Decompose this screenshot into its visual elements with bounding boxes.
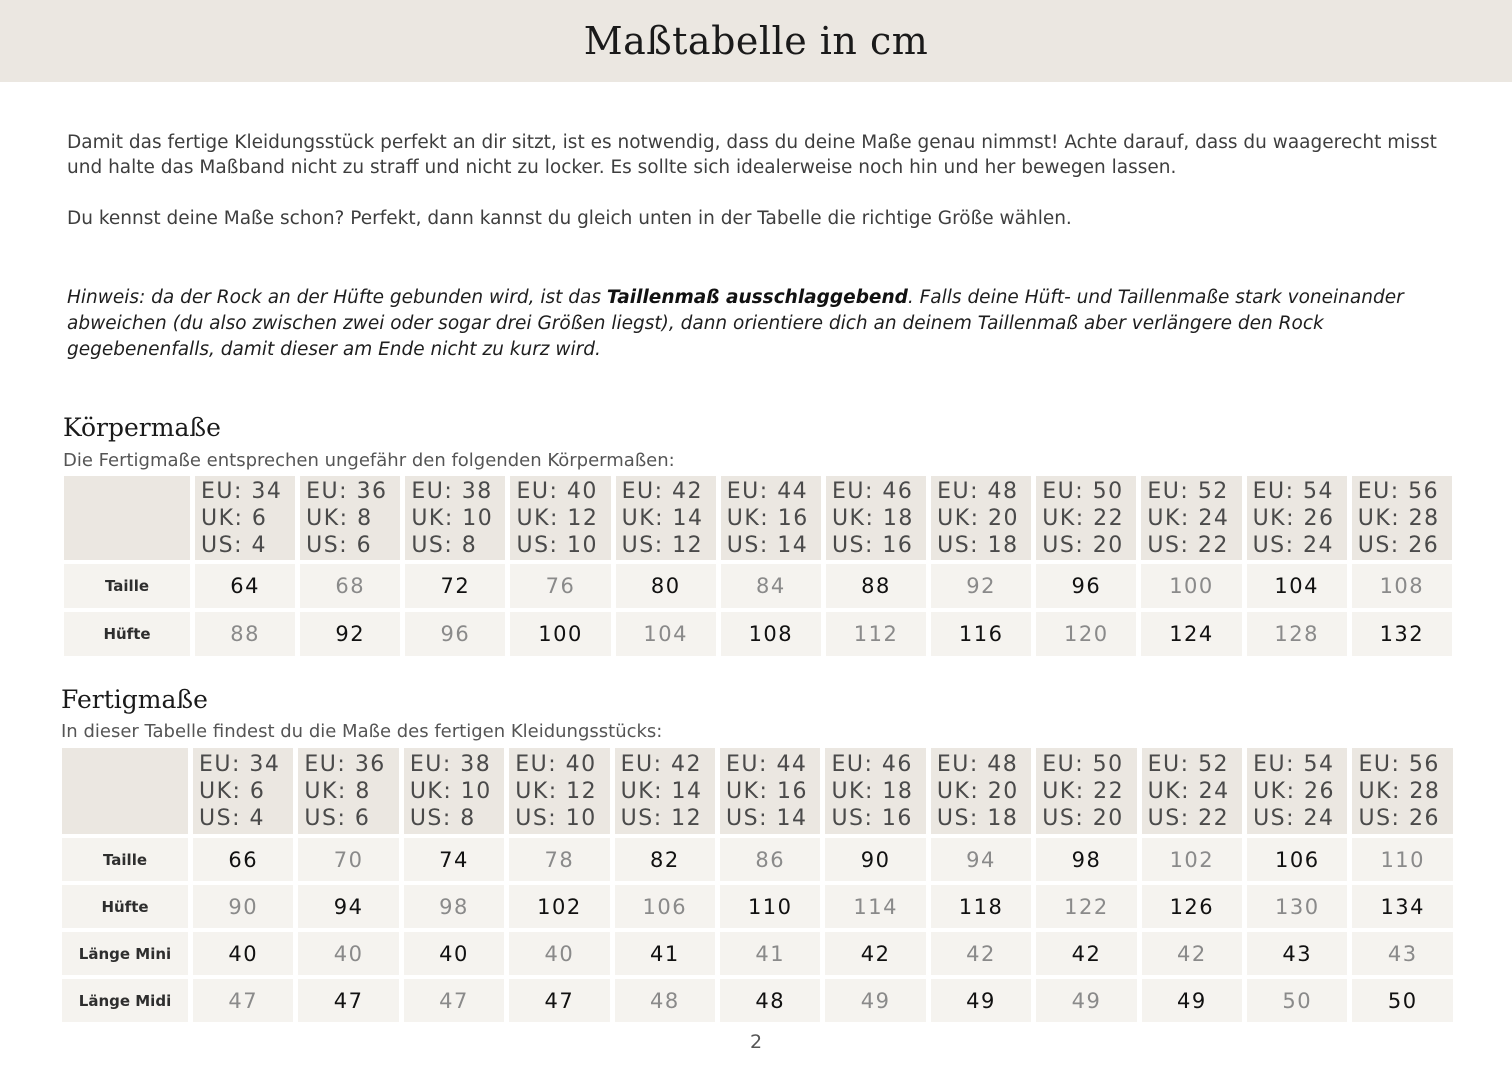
measurement-value: 126 <box>1142 885 1242 928</box>
body-measurements-subtitle: Die Fertigmaße entsprechen ungefähr den folgenden Körpermaßen: <box>63 450 675 471</box>
finished-measurements-title: Fertigmaße <box>61 685 208 714</box>
size-uk-label: UK: 22 <box>1042 778 1125 804</box>
size-eu-label: EU: 40 <box>516 478 598 504</box>
measurement-value: 48 <box>615 979 715 1022</box>
page-number: 2 <box>749 1031 763 1053</box>
size-header-cell <box>298 748 398 834</box>
measurement-value: 42 <box>1036 932 1136 975</box>
page-header <box>0 0 1512 82</box>
table-row <box>64 612 1452 656</box>
finished-measurements-table <box>57 744 1458 1026</box>
measurement-value: 90 <box>193 885 293 928</box>
size-eu-label: EU: 34 <box>199 751 281 777</box>
measurement-value: 132 <box>1352 612 1452 656</box>
size-header-cell <box>1247 748 1347 834</box>
measurement-value: 106 <box>1247 838 1347 881</box>
size-header-cell <box>825 748 925 834</box>
size-us-label: US: 20 <box>1042 805 1124 831</box>
measurement-value: 76 <box>510 564 610 608</box>
measurement-value: 41 <box>720 932 820 975</box>
size-eu-label: EU: 40 <box>515 751 597 777</box>
size-us-label: US: 18 <box>937 532 1019 558</box>
measurement-value: 98 <box>404 885 504 928</box>
measurement-value: 116 <box>931 612 1031 656</box>
size-uk-label: UK: 14 <box>620 778 703 804</box>
measurement-value: 42 <box>1142 932 1242 975</box>
size-eu-label: EU: 48 <box>937 478 1019 504</box>
measurement-value: 112 <box>826 612 926 656</box>
measurement-value: 74 <box>404 838 504 881</box>
measurement-value: 120 <box>1036 612 1136 656</box>
size-us-label: US: 16 <box>831 532 914 558</box>
size-header-cell <box>193 748 293 834</box>
measurement-value: 130 <box>1247 885 1347 928</box>
size-us-label: US: 22 <box>1147 805 1230 831</box>
measurement-value: 108 <box>1352 564 1452 608</box>
measurement-value: 40 <box>193 932 293 975</box>
size-eu-label: EU: 46 <box>831 478 914 504</box>
size-us-label: US: 10 <box>516 532 598 558</box>
size-uk-label: UK: 8 <box>306 505 373 531</box>
size-uk-label: UK: 6 <box>199 778 266 804</box>
size-header-cell <box>1352 476 1452 560</box>
size-header-cell <box>1036 476 1136 560</box>
row-label: Länge Midi <box>62 979 188 1022</box>
size-us-label: US: 6 <box>306 532 373 558</box>
corner-cell <box>64 476 190 560</box>
measurement-value: 102 <box>509 885 609 928</box>
size-eu-label: EU: 42 <box>620 751 703 777</box>
measurement-value: 49 <box>825 979 925 1022</box>
measurement-value: 122 <box>1036 885 1136 928</box>
table-row <box>64 564 1452 608</box>
measurement-value: 49 <box>1036 979 1136 1022</box>
measurement-value: 90 <box>825 838 925 881</box>
measurement-value: 94 <box>298 885 398 928</box>
table-row <box>62 838 1453 881</box>
size-header-cell <box>931 748 1031 834</box>
measurement-value: 80 <box>616 564 716 608</box>
measurement-value: 86 <box>720 838 820 881</box>
size-eu-label: EU: 46 <box>831 751 913 777</box>
size-eu-label: EU: 52 <box>1147 751 1230 777</box>
measurement-value: 96 <box>1036 564 1136 608</box>
size-us-label: US: 20 <box>1042 532 1124 558</box>
row-label: Hüfte <box>62 885 188 928</box>
size-header-cell <box>721 476 821 560</box>
page-title: Maßtabelle in cm <box>583 19 929 63</box>
table-row <box>62 979 1453 1022</box>
measurement-value: 84 <box>721 564 821 608</box>
intro-paragraph-2: Du kennst deine Maße schon? Perfekt, dann kannst du gleich unten in der Tabelle die richtige Größe wählen. <box>67 208 1072 229</box>
measurement-value: 98 <box>1036 838 1136 881</box>
measurement-value: 42 <box>931 932 1031 975</box>
size-eu-label: EU: 36 <box>304 751 386 777</box>
measurement-value: 50 <box>1247 979 1347 1022</box>
size-uk-label: UK: 26 <box>1253 778 1335 804</box>
measurement-value: 49 <box>931 979 1031 1022</box>
size-uk-label: UK: 18 <box>831 505 914 531</box>
row-label: Taille <box>64 564 190 608</box>
row-label: Taille <box>62 838 188 881</box>
size-header-row <box>64 476 1452 560</box>
size-us-label: US: 24 <box>1253 805 1335 831</box>
size-us-label: US: 4 <box>201 532 267 558</box>
size-us-label: US: 8 <box>409 805 476 831</box>
size-us-label: US: 14 <box>726 532 809 558</box>
measurement-value: 41 <box>615 932 715 975</box>
size-uk-label: UK: 12 <box>516 505 599 531</box>
size-header-cell <box>615 748 715 834</box>
size-header-cell <box>300 476 400 560</box>
size-uk-label: UK: 24 <box>1147 778 1230 804</box>
size-eu-label: EU: 56 <box>1358 751 1440 777</box>
size-eu-label: EU: 50 <box>1042 478 1124 504</box>
measurement-value: 118 <box>931 885 1031 928</box>
measurement-value: 108 <box>721 612 821 656</box>
row-label: Hüfte <box>64 612 190 656</box>
size-eu-label: EU: 42 <box>621 478 704 504</box>
intro-paragraph-1: Damit das fertige Kleidungsstück perfekt an dir sitzt, ist es notwendig, dass du deine Maße genau nimmst! Achte darauf, dass du waagerecht misst und halte das Maßband nicht zu straff und nicht zu locker. Es sollte sich idealerweise noch hin und her bewegen lassen. <box>67 132 1437 178</box>
size-uk-label: UK: 20 <box>937 505 1020 531</box>
measurement-value: 82 <box>615 838 715 881</box>
size-eu-label: EU: 38 <box>409 751 492 777</box>
size-eu-label: EU: 54 <box>1253 751 1335 777</box>
size-eu-label: EU: 56 <box>1357 478 1440 504</box>
size-uk-label: UK: 8 <box>304 778 371 804</box>
measurement-value: 40 <box>298 932 398 975</box>
hint-text-end: . Falls deine Hüft- und Taillenmaße stark voneinander abweichen (du also zwischen zwei oder sogar drei Größen liegst), dann orientiere dich an deinem Taillenmaß aber verlängere den Rock gegebenenfalls, damit dieser am Ende nicht zu kurz wird. <box>67 287 1404 360</box>
size-us-label: US: 22 <box>1147 532 1229 558</box>
size-us-label: US: 12 <box>620 805 703 831</box>
size-eu-label: EU: 36 <box>306 478 388 504</box>
size-uk-label: UK: 6 <box>201 505 268 531</box>
size-uk-label: UK: 28 <box>1358 778 1441 804</box>
measurement-value: 104 <box>616 612 716 656</box>
measurement-value: 48 <box>720 979 820 1022</box>
measurement-value: 88 <box>826 564 926 608</box>
size-header-cell <box>1352 748 1453 834</box>
size-header-cell <box>616 476 716 560</box>
size-us-label: US: 12 <box>621 532 704 558</box>
measurement-value: 106 <box>615 885 715 928</box>
measurement-value: 92 <box>300 612 400 656</box>
size-header-cell <box>720 748 820 834</box>
measurement-value: 124 <box>1141 612 1241 656</box>
measurement-value: 49 <box>1142 979 1242 1022</box>
measurement-value: 134 <box>1352 885 1453 928</box>
size-eu-label: EU: 48 <box>936 751 1019 777</box>
size-us-label: US: 8 <box>411 532 478 558</box>
size-uk-label: UK: 14 <box>621 505 704 531</box>
size-header-cell <box>510 476 610 560</box>
size-header-cell <box>195 476 295 560</box>
size-uk-label: UK: 28 <box>1357 505 1440 531</box>
size-header-cell <box>1036 748 1136 834</box>
size-us-label: US: 26 <box>1358 805 1440 831</box>
measurement-value: 100 <box>1141 564 1241 608</box>
table-row <box>62 885 1453 928</box>
intro-text <box>67 130 1462 231</box>
size-header-row <box>62 748 1453 834</box>
size-header-cell <box>1247 476 1347 560</box>
size-us-label: US: 4 <box>199 805 265 831</box>
size-us-label: US: 26 <box>1357 532 1440 558</box>
measurement-value: 42 <box>825 932 925 975</box>
measurement-value: 92 <box>931 564 1031 608</box>
measurement-value: 110 <box>720 885 820 928</box>
measurement-value: 40 <box>509 932 609 975</box>
size-header-cell <box>509 748 609 834</box>
size-uk-label: UK: 20 <box>936 778 1019 804</box>
size-uk-label: UK: 16 <box>726 505 809 531</box>
hint-bold-text: Taillenmaß ausschlaggebend <box>606 287 908 308</box>
measurement-value: 40 <box>404 932 504 975</box>
measurement-value: 47 <box>509 979 609 1022</box>
measurement-value: 128 <box>1247 612 1347 656</box>
row-label: Länge Mini <box>62 932 188 975</box>
measurement-value: 102 <box>1142 838 1242 881</box>
measurement-value: 47 <box>298 979 398 1022</box>
size-uk-label: UK: 22 <box>1042 505 1125 531</box>
size-us-label: US: 16 <box>831 805 913 831</box>
size-eu-label: EU: 38 <box>411 478 493 504</box>
size-uk-label: UK: 24 <box>1147 505 1230 531</box>
size-header-cell <box>404 748 504 834</box>
size-us-label: US: 14 <box>726 805 808 831</box>
size-uk-label: UK: 26 <box>1252 505 1335 531</box>
body-measurements-title: Körpermaße <box>63 413 221 442</box>
measurement-value: 43 <box>1247 932 1347 975</box>
measurement-value: 47 <box>193 979 293 1022</box>
size-eu-label: EU: 50 <box>1042 751 1124 777</box>
measurement-value: 96 <box>405 612 505 656</box>
hint-text-start: Hinweis: da der Rock an der Hüfte gebunden wird, ist das <box>67 287 607 308</box>
measurement-value: 88 <box>195 612 295 656</box>
measurement-value: 66 <box>193 838 293 881</box>
corner-cell <box>62 748 188 834</box>
measurement-value: 110 <box>1352 838 1453 881</box>
measurement-value: 68 <box>300 564 400 608</box>
measurement-value: 64 <box>195 564 295 608</box>
table-row <box>62 932 1453 975</box>
measurement-value: 70 <box>298 838 398 881</box>
size-uk-label: UK: 10 <box>409 778 492 804</box>
size-us-label: US: 18 <box>936 805 1019 831</box>
size-header-cell <box>1141 476 1241 560</box>
size-us-label: US: 24 <box>1252 532 1335 558</box>
measurement-value: 72 <box>405 564 505 608</box>
size-uk-label: UK: 12 <box>515 778 598 804</box>
measurement-value: 104 <box>1247 564 1347 608</box>
measurement-value: 50 <box>1352 979 1453 1022</box>
measurement-value: 94 <box>931 838 1031 881</box>
size-us-label: US: 6 <box>304 805 371 831</box>
size-eu-label: EU: 44 <box>726 478 809 504</box>
size-uk-label: UK: 10 <box>411 505 494 531</box>
measurement-value: 47 <box>404 979 504 1022</box>
finished-measurements-subtitle: In dieser Tabelle findest du die Maße des fertigen Kleidungsstücks: <box>61 721 663 742</box>
size-uk-label: UK: 18 <box>831 778 914 804</box>
body-measurements-table <box>59 472 1457 660</box>
size-header-cell <box>826 476 926 560</box>
size-header-cell <box>1142 748 1242 834</box>
measurement-value: 114 <box>825 885 925 928</box>
size-eu-label: EU: 34 <box>201 478 283 504</box>
size-eu-label: EU: 44 <box>726 751 808 777</box>
size-eu-label: EU: 54 <box>1252 478 1334 504</box>
size-header-cell <box>405 476 505 560</box>
size-us-label: US: 10 <box>515 805 597 831</box>
hint-note <box>67 285 1467 363</box>
measurement-value: 78 <box>509 838 609 881</box>
size-eu-label: EU: 52 <box>1147 478 1229 504</box>
size-header-cell <box>931 476 1031 560</box>
measurement-value: 100 <box>510 612 610 656</box>
size-uk-label: UK: 16 <box>726 778 808 804</box>
measurement-value: 43 <box>1352 932 1453 975</box>
